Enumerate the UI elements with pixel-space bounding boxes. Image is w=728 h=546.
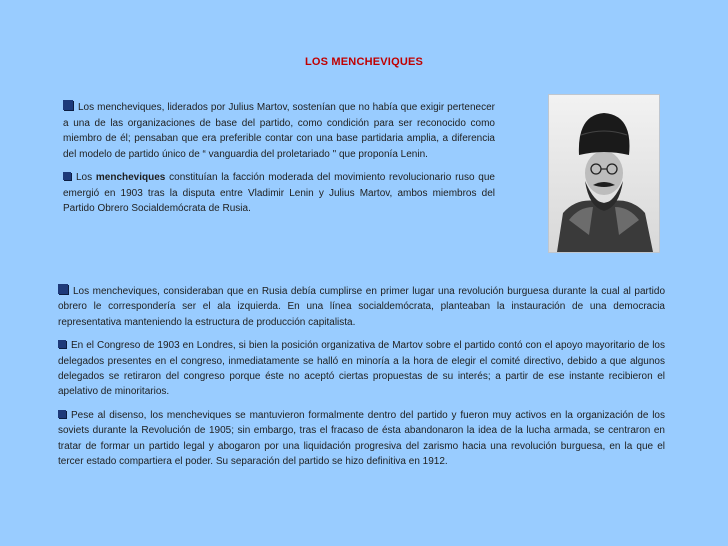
bottom-paragraph-2 xyxy=(58,338,665,400)
portrait-image xyxy=(549,95,659,252)
top-paragraph-2 xyxy=(63,170,495,217)
bottom-paragraph-3 xyxy=(58,408,665,470)
bottom-paragraph-3-text: Pese al disenso, los mencheviques se mantuvieron formalmente dentro del partido y fueron muy activos en la organización de los soviets durante la Revolución de 1905; sin embargo, tras el fracaso de ésta abandonaron la idea de la lucha armada, se centraron en tratar de formar un partido legal y abogaron por una liquidación progresiva del zarismo hacia una revolución burguesa, en la que el tercer estado compartiera el poder. Su separación del partido se hizo definitiva en 1912. xyxy=(58,409,665,468)
bottom-paragraph-1 xyxy=(58,284,665,330)
square-bullet-icon xyxy=(58,340,66,348)
top-text-block xyxy=(63,100,495,225)
bottom-text-block xyxy=(58,284,665,477)
page-title: LOS MENCHEVIQUES xyxy=(304,56,424,68)
top-paragraph-2-bold: mencheviques xyxy=(95,172,166,183)
square-bullet-icon xyxy=(63,172,71,180)
square-bullet-icon xyxy=(58,410,66,418)
martov-portrait-photo xyxy=(548,94,660,253)
bottom-paragraph-1-text: Los mencheviques, consideraban que en Rusia debía cumplirse en primer lugar una revolución burguesa durante la cual al partido obrero le correspondería ser el ala izquierda. En una línea socialdemócrata, planteaban la instauración de una democracia representativa manteniendo la estructura de producción capitalista. xyxy=(58,286,665,328)
top-paragraph-2-pre: Los xyxy=(76,172,93,183)
top-paragraph-1 xyxy=(63,100,495,162)
bottom-paragraph-2-text: En el Congreso de 1903 en Londres, si bien la posición organizativa de Martov sobre el partido contó con el apoyo mayoritario de los delegados presentes en el congreso, inmediatamente se halló en minoría a la hora de elegir el comité directivo, debido a que algunos delegados se retiraron del congreso porque éste no aceptó ciertas propuestas de su interés; a partir de ese instante recibieron el apelativo de minoritarios. xyxy=(58,340,665,398)
square-bullet-icon xyxy=(58,284,68,294)
top-paragraph-1-text: Los mencheviques, liderados por Julius Martov, sostenían que no había que exigir pertenecer a una de las organizaciones de base del partido, como condición para ser reconocido como miembro de él; pensaban que era preferible contar con una base partidaria amplia, a diferencia del modelo de partido único de “ vanguardia del proletariado " que proponía Lenin. xyxy=(63,102,495,160)
top-paragraph-2-post: constituían la facción moderada del movimiento revolucionario ruso que emergió en 1903 tras la disputa entre Vladimir Lenin y Julius Martov, ambos miembros del Partido Obrero Socialdemócrata de Rusia. xyxy=(63,172,495,214)
square-bullet-icon xyxy=(63,100,73,110)
